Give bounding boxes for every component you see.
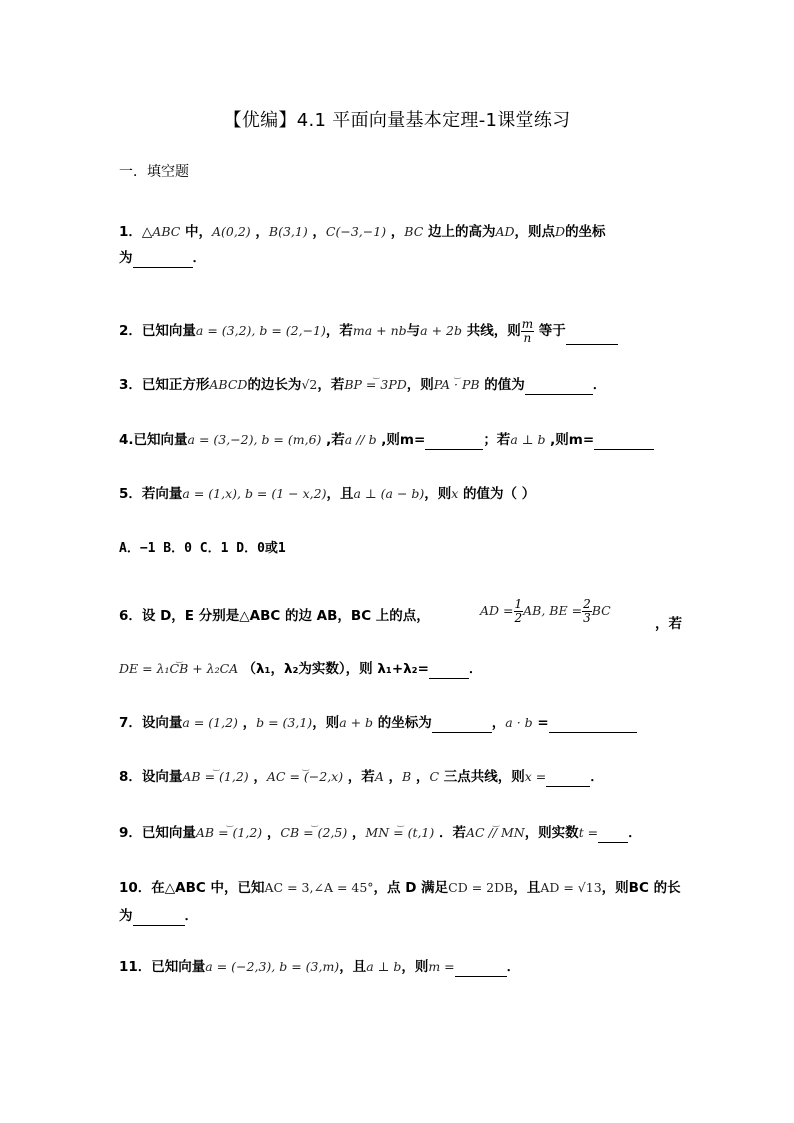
q2-answer-blank[interactable] <box>566 330 618 345</box>
q4-text-5: ,则m= <box>545 432 595 448</box>
q11-number: 11． <box>119 959 152 975</box>
q9-text-2: ， <box>262 825 281 841</box>
q11-text-3: ，则 <box>401 959 429 975</box>
q3-text-5: 的值为 <box>479 377 525 393</box>
question-3 <box>119 375 606 395</box>
q7-expr-1: a = (1,2) <box>182 715 238 730</box>
q11-expr-2: a ⊥ b <box>366 959 402 974</box>
q6-bc: BC <box>591 603 611 618</box>
q11-text-4: ． <box>506 959 521 975</box>
q6-text-1: 设 D，E 分别是△ABC 的边 AB，BC 上的点， <box>141 608 430 624</box>
question-10 <box>119 878 681 898</box>
q1-ad: AD <box>495 224 515 239</box>
q6-text-3: （λ₁，λ₂为实数），则 λ₁+λ₂= <box>242 661 429 677</box>
q2-expr-2: a + 2b <box>420 323 462 338</box>
q1-point-b: B(3,1) <box>268 224 308 239</box>
q8-text-3: ，若 <box>343 769 375 785</box>
q2-vectors: a = (3,2), b = (2,−1) <box>195 323 326 338</box>
q6-ad: AD = <box>480 603 514 618</box>
question-8 <box>119 767 604 787</box>
q7-answer-blank-1[interactable] <box>432 718 492 733</box>
q4-text-3: ,则m= <box>376 432 426 448</box>
q9-text-5: ，则实数 <box>524 825 579 841</box>
q7-expr-4: a · b <box>505 715 533 730</box>
q6-frac-1-num: 1 <box>514 597 523 611</box>
q10-expr-3: AD = √13 <box>540 880 602 895</box>
q7-text-5: ， <box>491 715 506 731</box>
q4-answer-blank-2[interactable] <box>594 435 654 450</box>
q8-text-2: ， <box>248 769 267 785</box>
q6-number: 6． <box>119 608 142 624</box>
question-6 <box>119 606 430 626</box>
q1-sep-2: ， <box>307 224 326 240</box>
q8-a: A <box>374 769 384 784</box>
q1-text-4: 的坐标 <box>565 224 606 240</box>
q3-expr-2: ‿ PA · PB <box>434 375 480 395</box>
q5-text-3: ，则 <box>424 486 452 502</box>
q4-expr-1: a // b <box>344 432 377 447</box>
q6-expr-1: ‿ DE = λ₁CB + λ₂CA <box>119 659 238 679</box>
q5-number: 5． <box>119 486 142 502</box>
q8-text-6: 三点共线，则 <box>439 769 525 785</box>
q5-text-4: 的值为（ ） <box>458 486 536 502</box>
q6-tail <box>655 614 682 634</box>
q1-text-5: 为 <box>119 250 133 266</box>
q2-frac-den: n <box>523 331 532 345</box>
q4-vectors: a = (3,−2), b = (m,6) <box>187 432 322 447</box>
q10-text-6: ． <box>184 908 198 924</box>
q8-text-7: ． <box>590 769 604 785</box>
q2-text-5: 等于 <box>534 323 566 339</box>
q3-expr-1: ‿ BP = 3PD <box>344 375 406 395</box>
question-7 <box>119 713 637 733</box>
q1-triangle: △ <box>141 224 153 240</box>
q7-expr-2: b = (3,1) <box>256 715 313 730</box>
q2-expr-1: ma + nb <box>352 323 407 338</box>
q7-answer-blank-2[interactable] <box>549 718 637 733</box>
question-10-cont <box>119 906 198 926</box>
q4-text-1: 已知向量 <box>133 432 188 448</box>
q1-d: D <box>555 224 566 239</box>
q6-frac-1-den: 2 <box>514 611 523 625</box>
q6-text-2: ，若 <box>655 616 682 632</box>
q1-point-c: C(−3,−1) <box>325 224 387 239</box>
q8-text-4: ， <box>383 769 403 785</box>
q10-text-1: 在△ABC 中，已知 <box>151 880 265 896</box>
q4-text-4: ；若 <box>483 432 511 448</box>
q2-text-3: 与 <box>406 323 421 339</box>
q5-options: A．−1 B．0 C．1 D．0或1 <box>119 541 286 556</box>
q9-expr-4: ‿ AC // MN <box>466 823 525 843</box>
q6-formula <box>480 598 611 625</box>
q3-text-1: 已知正方形 <box>141 377 210 393</box>
q4-text-2: ,若 <box>321 432 345 448</box>
q7-number: 7． <box>119 715 142 731</box>
q3-text-6: ． <box>592 377 607 393</box>
q7-text-6: = <box>532 715 549 731</box>
section-heading: 一．填空题 <box>119 164 189 180</box>
q8-text-1: 设向量 <box>141 769 183 785</box>
question-5-options <box>119 538 286 559</box>
q3-answer-blank[interactable] <box>525 380 593 395</box>
q1-text-6: ． <box>192 250 206 266</box>
q11-text-2: ，且 <box>339 959 367 975</box>
q11-m: m = <box>428 959 455 974</box>
q2-number: 2． <box>119 323 142 339</box>
q1-bc: BC <box>404 224 424 239</box>
q1-sep-1: ， <box>250 224 269 240</box>
q9-t: t = <box>578 825 599 840</box>
q4-expr-2: a ⊥ b <box>510 432 546 447</box>
question-2 <box>119 318 618 345</box>
q10-expr-1: AC = 3,∠A = 45° <box>264 880 374 895</box>
question-11 <box>119 957 520 977</box>
q11-expr-1: a = (−2,3), b = (3,m) <box>205 959 340 974</box>
q6-frac-2 <box>582 598 592 625</box>
q2-text-4: 共线，则 <box>462 323 521 339</box>
q1-text-2: 边上的高为 <box>423 224 496 240</box>
q9-text-6: ． <box>628 825 642 841</box>
q7-text-2: ， <box>237 715 257 731</box>
q7-expr-3: a + b <box>339 715 374 730</box>
question-5 <box>119 484 535 504</box>
question-6-cont <box>119 659 482 679</box>
q9-text-4: ．若 <box>434 825 466 841</box>
q11-text-1: 已知向量 <box>151 959 206 975</box>
q5-text-1: 若向量 <box>141 486 183 502</box>
q1-text-3: ，则点 <box>514 224 556 240</box>
q8-text-5: ， <box>411 769 430 785</box>
page-title: 【优编】4.1 平面向量基本定理-1课堂练习 <box>223 110 571 131</box>
q6-frac-2-num: 2 <box>583 597 591 611</box>
q1-sep-3: ， <box>386 224 405 240</box>
q9-text-3: ， <box>347 825 366 841</box>
q2-fraction <box>521 318 534 345</box>
q10-number: 10． <box>119 880 152 896</box>
q6-frac-1 <box>514 598 524 625</box>
q9-text-1: 已知向量 <box>141 825 196 841</box>
q11-answer-blank[interactable] <box>455 962 507 977</box>
q2-text-1: 已知向量 <box>141 323 196 339</box>
q5-vectors: a = (1,x), b = (1 − x,2) <box>182 486 327 501</box>
q7-text-4: 的坐标为 <box>373 715 432 731</box>
q4-answer-blank-1[interactable] <box>425 435 483 450</box>
q4-number: 4. <box>119 432 134 448</box>
q8-expr-1: ‿ AB = (1,2) <box>182 767 248 787</box>
q3-text-2: 的边长为 <box>247 377 302 393</box>
q9-expr-3: ‿ MN = (t,1) <box>365 823 434 843</box>
q8-answer-blank[interactable] <box>546 772 590 787</box>
q7-text-3: ，则 <box>312 715 340 731</box>
q3-abcd: ABCD <box>209 377 248 392</box>
q10-text-4: ，则BC 的长 <box>601 880 681 896</box>
q8-c: C <box>429 769 440 784</box>
q10-text-5: 为 <box>119 908 133 924</box>
q10-text-2: ，点 D 满足 <box>373 880 449 896</box>
question-1 <box>119 222 606 242</box>
q3-root: √2 <box>301 377 318 392</box>
q10-expr-2: CD = 2DB <box>448 880 514 895</box>
q6-ab: AB, BE = <box>523 603 583 618</box>
q8-x: x = <box>524 769 547 784</box>
q5-expr-1: a ⊥ (a − b) <box>353 486 425 501</box>
q2-frac-num: m <box>521 317 534 331</box>
q10-text-3: ，且 <box>513 880 541 896</box>
question-1-cont <box>119 248 206 268</box>
q9-answer-blank[interactable] <box>598 828 628 843</box>
q6-frac-2-den: 3 <box>583 611 591 625</box>
q5-text-2: ，且 <box>326 486 354 502</box>
q9-number: 9． <box>119 825 142 841</box>
q9-expr-1: ‿ AB = (1,2) <box>196 823 262 843</box>
q3-text-3: ，若 <box>317 377 345 393</box>
q9-expr-2: ‿ CB = (2,5) <box>280 823 347 843</box>
q1-abc: ABC <box>152 224 181 239</box>
q8-b: B <box>402 769 412 784</box>
question-9 <box>119 823 642 843</box>
q8-expr-2: ‿ AC = (−2,x) <box>267 767 343 787</box>
q8-number: 8． <box>119 769 142 785</box>
q3-text-4: ，则 <box>406 377 434 393</box>
q5-x: x <box>451 486 459 501</box>
q7-text-1: 设向量 <box>141 715 183 731</box>
q6-text-4: ． <box>468 661 483 677</box>
q2-text-2: ，若 <box>325 323 353 339</box>
q1-text-1: 中， <box>180 224 213 240</box>
q1-number: 1． <box>119 224 142 240</box>
q3-number: 3． <box>119 377 142 393</box>
question-4 <box>119 430 654 450</box>
q1-answer-blank[interactable] <box>133 253 193 268</box>
q1-point-a: A(0,2) <box>212 224 251 239</box>
q10-answer-blank[interactable] <box>133 911 185 926</box>
q6-answer-blank[interactable] <box>429 664 469 679</box>
